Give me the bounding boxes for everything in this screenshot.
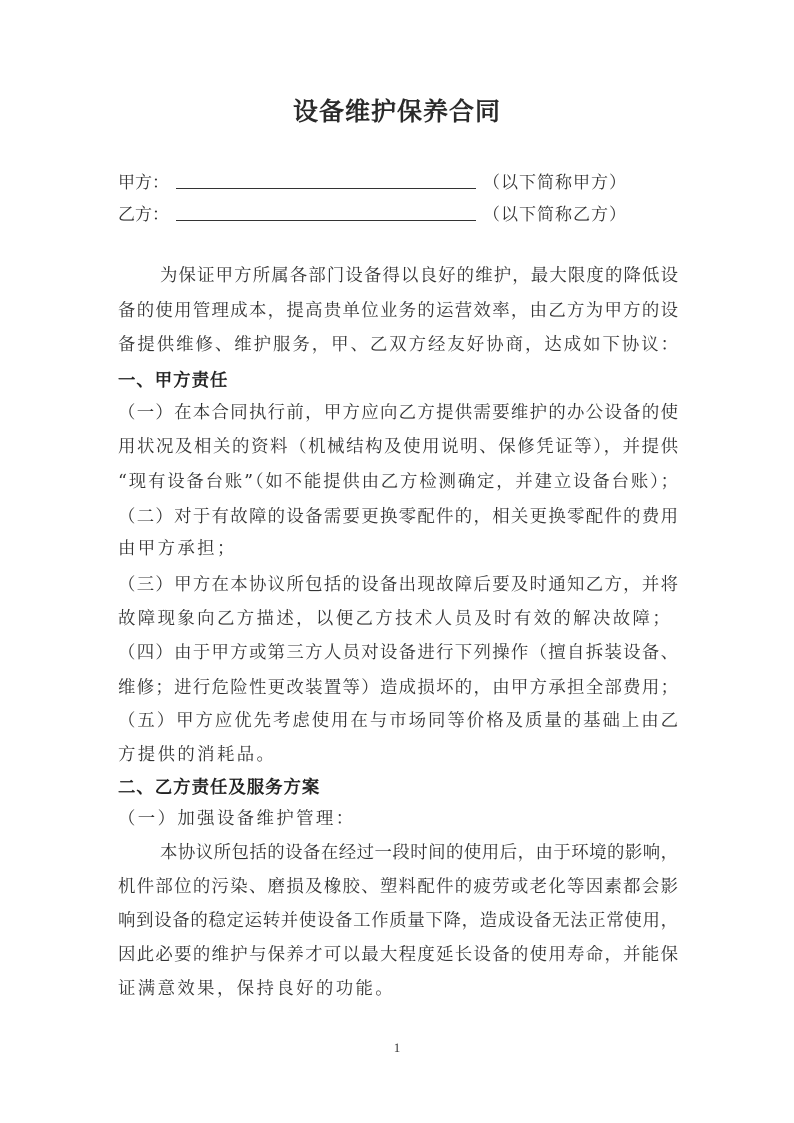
party-a-label: 甲方： <box>118 173 169 193</box>
section-2-body-line: 响到设备的稳定运转并使设备工作质量下降，造成设备无法正常使用， <box>118 911 678 931</box>
section-2-body-line: 本协议所包括的设备在经过一段时间的使用后，由于环境的影响， <box>160 843 678 863</box>
clause-1-5-line: 方提供的消耗品。 <box>118 745 277 765</box>
clause-1-1-line: （一）在本合同执行前，甲方应向乙方提供需要维护的办公设备的使 <box>118 403 678 423</box>
section-2-subheading: （一）加强设备维护管理： <box>118 809 356 829</box>
clause-1-2-line: （二）对于有故障的设备需要更换零配件的，相关更换零配件的费用 <box>118 507 678 527</box>
intro-line: 备的使用管理成本，提高贵单位业务的运营效率，由乙方为甲方的设 <box>118 301 678 321</box>
intro-line: 为保证甲方所属各部门设备得以良好的维护，最大限度的降低设 <box>160 266 678 286</box>
clause-1-2-line: 由甲方承担； <box>118 539 237 559</box>
section-2-body-line: 因此必要的维护与保养才可以最大程度延长设备的使用寿命，并能保 <box>118 945 678 965</box>
intro-line: 备提供维修、维护服务，甲、乙双方经友好协商，达成如下协议： <box>118 335 678 355</box>
section-1-heading: 一、甲方责任 <box>118 371 229 391</box>
section-2-body-line: 证满意效果，保持良好的功能。 <box>118 979 396 999</box>
party-a-blank-line[interactable] <box>176 188 476 189</box>
section-2-heading: 二、乙方责任及服务方案 <box>118 778 321 798</box>
clause-1-4-line: 维修；进行危险性更改装置等）造成损坏的，由甲方承担全部费用； <box>118 678 678 698</box>
clause-1-3-line: （三）甲方在本协议所包括的设备出现故障后要及时通知乙方，并将 <box>118 575 678 595</box>
clause-1-3-line: 故障现象向乙方描述，以便乙方技术人员及时有效的解决故障； <box>118 609 673 629</box>
clause-1-1-line: “现有设备台账”（如不能提供由乙方检测确定，并建立设备台账）； <box>118 472 678 492</box>
clause-1-4-line: （四）由于甲方或第三方人员对设备进行下列操作（擅自拆装设备、 <box>118 643 678 663</box>
section-2-body-line: 机件部位的污染、磨损及橡胶、塑料配件的疲劳或老化等因素都会影 <box>118 877 678 897</box>
party-b-blank-line[interactable] <box>176 220 476 221</box>
document-title: 设备维护保养合同 <box>292 97 501 126</box>
party-b-note: （以下简称乙方） <box>483 205 627 225</box>
clause-1-1-line: 用状况及相关的资料（机械结构及使用说明、保修凭证等），并提供 <box>118 437 678 457</box>
page-number: 1 <box>393 1040 401 1055</box>
party-b-label: 乙方： <box>118 205 169 225</box>
clause-1-5-line: （五）甲方应优先考虑使用在与市场同等价格及质量的基础上由乙 <box>118 711 678 731</box>
party-a-note: （以下简称甲方） <box>483 173 627 193</box>
